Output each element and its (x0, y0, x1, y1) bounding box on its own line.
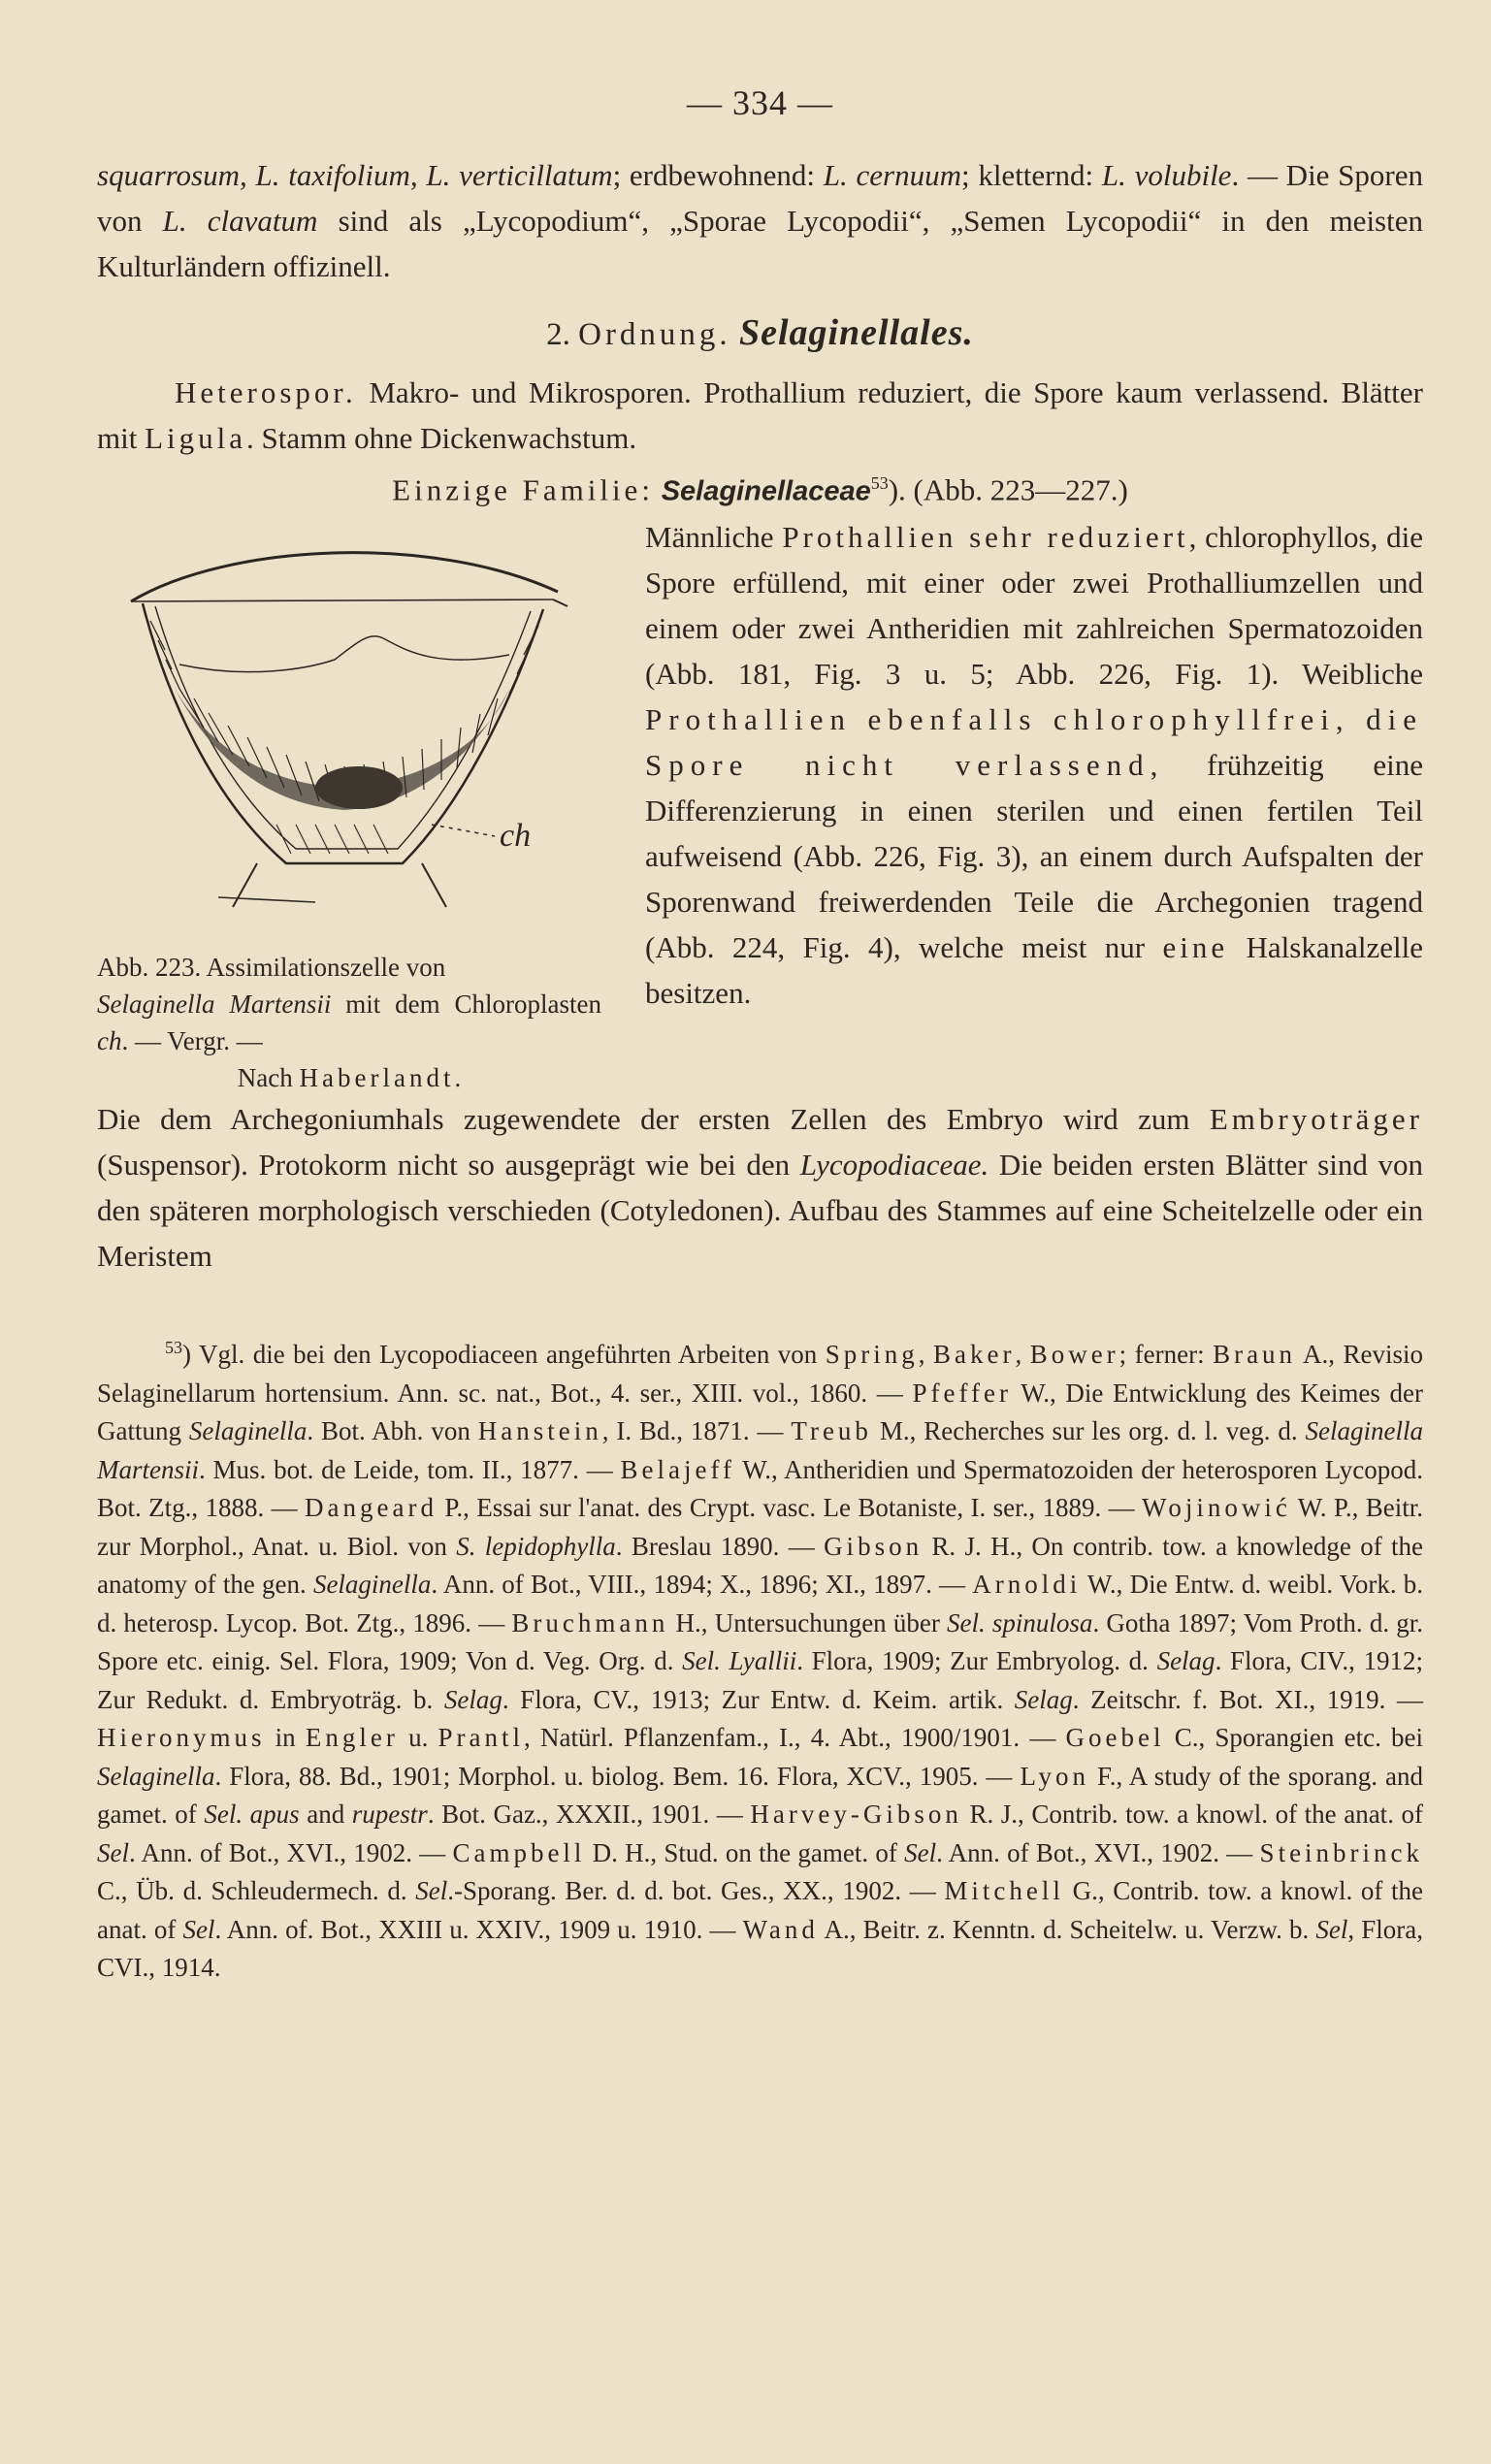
footnote-53: $^{53}$) Vgl. die bei den Lycopodiaceen angeführten Arbeiten von Spring, Baker, Bower; ferner: Braun A., Revisio Selaginellarum hortensium. Ann. sc. nat., Bot., 4. ser., XIII. vol., 1860. — Pfeffer W., Die Entwicklung des Keimes der Gattung Selaginella. Bot. Abh. von Hanstein, I. Bd., 1871. — Treub M., Recherches sur les org. d. l. veg. d. Selaginella Martensii. Mus. bot. de Leide, tom. II., 1877. — Belajeff W., Antheridien und Spermatozoiden der heterosporen Lycopod. Bot. Ztg., 1888. — Dangeard P., Essai sur l'anat. des Crypt. vasc. Le Botaniste, I. ser., 1889. — Wojinowić W. P., Beitr. zur Morphol., Anat. u. Biol. von S. lepidophylla. Breslau 1890. — Gibson R. J. H., On contrib. tow. a knowledge of the anatomy of the gen. Selaginella. Ann. of Bot., VIII., 1894; X., 1896; XI., 1897. — Arnoldi W., Die Entw. d. weibl. Vork. b. d. heterosp. Lycop. Bot. Ztg., 1896. — Bruchmann H., Untersuchungen über Sel. spinulosa. Gotha 1897; Vom Proth. d. gr. Spore etc. einig. Sel. Flora, 1909; Von d. Veg. Org. d. Sel. Lyallii. Flora, 1909; Zur Embryolog. d. Selag. Flora, CIV., 1912; Zur Redukt. d. Embryoträg. b. Selag. Flora, CV., 1913; Zur Entw. d. Keim. artik. Selag. Zeitschr. f. Bot. XI., 1919. — Hieronymus in Engler u. Prantl, Natürl. Pflanzenfam., I., 4. Abt., 1900/1901. — Goebel C., Sporangien etc. bei Selaginella. Flora, 88. Bd., 1901; Morphol. u. biolog. Bem. 16. Flora, XCV., 1905. — Lyon F., A study of the sporang. and gamet. of Sel. apus and rupestr. Bot. Gaz., XXXII., 1901. — Harvey-Gibson R. J., Contrib. tow. a knowl. of the anat. of Sel. Ann. of Bot., XVI., 1902. — Campbell D. H., Stud. on the gamet. of Sel. Ann. of Bot., XVI., 1902. — Steinbrinck C., Üb. d. Schleudermech. d. Sel.-Sporang. Ber. d. d. bot. Ges., XX., 1902. — Mitchell G., Contrib. tow. a knowl. of the anat. of Sel. Ann. of. Bot., XXIII u. XXIV., 1909 u. 1910. — Wand A., Beitr. z. Kenntn. d. Scheitelw. u. Verzw. b. Sel, Flora, CVI., 1914. (97, 1338, 1424, 1983)
chloroplast-label: ch (500, 818, 532, 855)
figure-caption: Abb. 223. Assimilationszelle von Selaginella Martensii mit dem Chloroplasten ch. — Vergr. — Nach Haberlandt. (97, 953, 601, 1093)
assimilation-cell-illustration (112, 534, 597, 941)
family-line: Einzige Familie: Selaginellaceae$^{53}$). (Abb. 223—227.) (392, 472, 1128, 507)
order-name: Selaginellales. (738, 312, 974, 353)
section-heading: 2. Ordnung. Selaginellales. (546, 312, 974, 353)
main-text (97, 152, 1423, 1279)
page-number: — 334 — (687, 83, 833, 122)
figure-223 (97, 514, 601, 1096)
footnotes (97, 1329, 1423, 1988)
side-paragraph: Männliche Prothallien sehr reduziert, chlorophyllos, die Spore erfüllend, mit einer oder zwei Prothalliumzellen und einem oder zwei Antheridien mit zahlreichen Spermatozoiden (Abb. 181, Fig. 3 u. 5; Abb. 226, Fig. 1). Weibliche Prothallien ebenfalls chlorophyllfrei, die Spore nicht verlassend, frühzeitig eine Differenzierung in einen sterilen und einen fertilen Teil aufweisend (Abb. 226, Fig. 3), an einem durch Aufspalten der Sporenwand freiwerdenden Teile die Archegonien tragend (Abb. 224, Fig. 4), welche meist nur eine Halskanalzelle besitzen. (645, 520, 1424, 1011)
family-name: Selaginellaceae (661, 475, 871, 507)
intro-paragraph: squarrosum, L. taxifolium, L. verticillatum; erdbewohnend: L. cernuum; kletternd: L. volubile. — Die Sporen von L. clavatum sind als „Lycopodium“, „Sporae Lycopodii“, „Semen Lycopodii“ in den meisten Kulturländern offizinell. (97, 158, 1424, 283)
description-paragraph: Heterospor. Makro- und Mikrosporen. Prothallium reduziert, die Spore kaum verlassend. Blätter mit Ligula. Stamm ohne Dickenwachstum. (97, 375, 1423, 455)
continuation-paragraph: Die dem Archegoniumhals zugewendete der ersten Zellen des Embryo wird zum Embryoträger (Suspensor). Protokorm nicht so ausgeprägt wie bei den Lycopodiaceae. Die beiden ersten Blätter sind von den späteren morphologisch verschieden (Cotyledonen). Aufbau des Stammes auf eine Scheitelzelle oder ein Meristem (97, 1102, 1423, 1274)
figure-and-text (97, 514, 1423, 1096)
